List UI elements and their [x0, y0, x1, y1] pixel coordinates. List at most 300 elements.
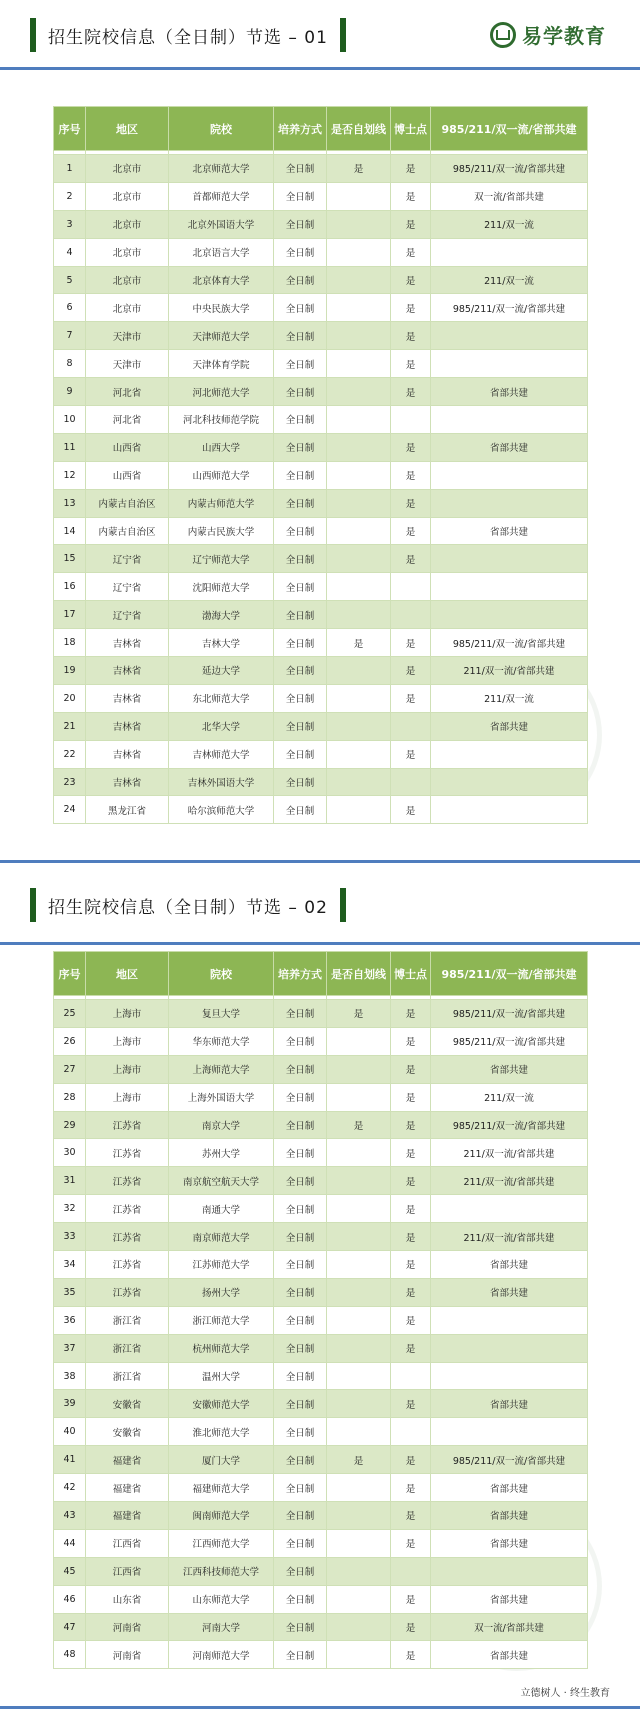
- table-cell: 10: [54, 406, 86, 434]
- table-cell: [327, 684, 391, 712]
- table-cell: 全日制: [274, 796, 327, 824]
- table-cell: 1: [54, 155, 86, 183]
- table-cell: 全日制: [274, 489, 327, 517]
- table-cell: 全日制: [274, 601, 327, 629]
- table-cell: 河南大学: [169, 1613, 274, 1641]
- table-row: [54, 768, 588, 796]
- page-bottom-divider: [0, 1706, 640, 1709]
- table-cell: [327, 1502, 391, 1530]
- table-cell: 河南省: [86, 1641, 169, 1669]
- table-cell: 20: [54, 684, 86, 712]
- table-cell: 全日制: [274, 1055, 327, 1083]
- table-row: [54, 1139, 588, 1167]
- table-cell: 全日制: [274, 322, 327, 350]
- table-cell: 省部共建: [431, 1251, 588, 1279]
- table-cell: 中央民族大学: [169, 294, 274, 322]
- table-cell: [327, 406, 391, 434]
- table-cell: [327, 1529, 391, 1557]
- table-cell: [327, 1641, 391, 1669]
- table-row: [54, 517, 588, 545]
- table-cell: [327, 1223, 391, 1251]
- table-cell: 南京大学: [169, 1111, 274, 1139]
- table-cell: 安徽省: [86, 1418, 169, 1446]
- table-cell: [327, 517, 391, 545]
- table-cell: 天津体育学院: [169, 350, 274, 378]
- table-cell: [327, 1585, 391, 1613]
- table-cell: 全日制: [274, 266, 327, 294]
- table-cell: [327, 210, 391, 238]
- table-cell: [327, 1083, 391, 1111]
- table-header-row: [54, 952, 588, 996]
- table-cell: 40: [54, 1418, 86, 1446]
- table-cell: 是: [391, 1195, 431, 1223]
- table-cell: 全日制: [274, 573, 327, 601]
- table-cell: 河北省: [86, 378, 169, 406]
- table-row: [54, 155, 588, 183]
- table-cell: 北京师范大学: [169, 155, 274, 183]
- table-cell: 12: [54, 461, 86, 489]
- table-cell: 8: [54, 350, 86, 378]
- table-cell: 省部共建: [431, 1641, 588, 1669]
- table-cell: [391, 768, 431, 796]
- table-row: [54, 1195, 588, 1223]
- table-cell: [431, 1418, 588, 1446]
- table-cell: 35: [54, 1278, 86, 1306]
- table-cell: [431, 740, 588, 768]
- table-cell: [391, 1362, 431, 1390]
- table-cell: 山西省: [86, 433, 169, 461]
- table-cell: 江西省: [86, 1557, 169, 1585]
- table-cell: [327, 657, 391, 685]
- table-cell: 是: [327, 1000, 391, 1028]
- table-cell: 是: [391, 1111, 431, 1139]
- table-cell: 全日制: [274, 1195, 327, 1223]
- table-row: [54, 1251, 588, 1279]
- table-cell: 北京市: [86, 294, 169, 322]
- title-accent-bar-right: [340, 888, 346, 922]
- table-cell: 全日制: [274, 1557, 327, 1585]
- table-cell: 全日制: [274, 294, 327, 322]
- table-cell: 48: [54, 1641, 86, 1669]
- table-cell: 双一流/省部共建: [431, 1613, 588, 1641]
- table-cell: 江苏省: [86, 1139, 169, 1167]
- table-row: [54, 1223, 588, 1251]
- table-cell: 18: [54, 629, 86, 657]
- table-cell: 是: [391, 657, 431, 685]
- table-cell: 山西大学: [169, 433, 274, 461]
- table-cell: 是: [391, 1027, 431, 1055]
- table-cell: 山东省: [86, 1585, 169, 1613]
- title-accent-bar-right: [340, 18, 346, 52]
- table-cell: 是: [391, 1334, 431, 1362]
- table-header-row: [54, 107, 588, 151]
- table-cell: 北京市: [86, 266, 169, 294]
- table-cell: 是: [391, 238, 431, 266]
- section-title-bar: [30, 18, 346, 52]
- table-cell: 省部共建: [431, 1529, 588, 1557]
- table-row: [54, 238, 588, 266]
- table-cell: 吉林外国语大学: [169, 768, 274, 796]
- table-cell: 全日制: [274, 768, 327, 796]
- table-cell: [327, 601, 391, 629]
- table-cell: [391, 573, 431, 601]
- table-cell: 是: [391, 489, 431, 517]
- table-cell: 是: [391, 433, 431, 461]
- table-cell: 28: [54, 1083, 86, 1111]
- table-cell: 全日制: [274, 182, 327, 210]
- table-cell: 是: [391, 1278, 431, 1306]
- table-cell: 江西科技师范大学: [169, 1557, 274, 1585]
- table-cell: 省部共建: [431, 1278, 588, 1306]
- table-cell: 211/双一流/省部共建: [431, 1223, 588, 1251]
- table-row: [54, 378, 588, 406]
- table-cell: 是: [391, 629, 431, 657]
- table-row: [54, 545, 588, 573]
- table-body: [54, 151, 588, 824]
- table-cell: 是: [391, 1641, 431, 1669]
- table-cell: 全日制: [274, 433, 327, 461]
- table-cell: 是: [391, 1000, 431, 1028]
- table-cell: [327, 1306, 391, 1334]
- table-cell: 6: [54, 294, 86, 322]
- table-cell: 吉林师范大学: [169, 740, 274, 768]
- table-cell: 温州大学: [169, 1362, 274, 1390]
- table-cell: 是: [391, 545, 431, 573]
- table-cell: 全日制: [274, 1390, 327, 1418]
- section-bottom-divider: [0, 860, 640, 863]
- table-cell: 双一流/省部共建: [431, 182, 588, 210]
- table-cell: 沈阳师范大学: [169, 573, 274, 601]
- table-cell: 是: [391, 517, 431, 545]
- table-row: [54, 1390, 588, 1418]
- table-cell: 江苏省: [86, 1251, 169, 1279]
- table-cell: [431, 1557, 588, 1585]
- table-cell: 全日制: [274, 461, 327, 489]
- table-row: [54, 182, 588, 210]
- table-cell: 9: [54, 378, 86, 406]
- table-cell: 211/双一流: [431, 266, 588, 294]
- table-cell: 是: [391, 1139, 431, 1167]
- table-cell: 天津市: [86, 350, 169, 378]
- table-row: [54, 1585, 588, 1613]
- table-cell: 是: [391, 210, 431, 238]
- book-seal-icon: [490, 22, 516, 48]
- table-cell: 河北省: [86, 406, 169, 434]
- table-cell: 是: [391, 378, 431, 406]
- table-cell: 山东师范大学: [169, 1585, 274, 1613]
- table-cell: 天津市: [86, 322, 169, 350]
- table-cell: 全日制: [274, 1223, 327, 1251]
- table-cell: 全日制: [274, 1446, 327, 1474]
- table-cell: 3: [54, 210, 86, 238]
- table-cell: 全日制: [274, 406, 327, 434]
- table-cell: 吉林省: [86, 768, 169, 796]
- table-cell: 全日制: [274, 1362, 327, 1390]
- table-cell: [431, 601, 588, 629]
- column-header: 是否自划线: [327, 107, 391, 151]
- table-cell: [327, 1167, 391, 1195]
- footer-slogan: 立德树人 · 终生教育: [520, 1688, 610, 1699]
- table-cell: 985/211/双一流/省部共建: [431, 1111, 588, 1139]
- table-row: [54, 1055, 588, 1083]
- table-cell: 是: [391, 294, 431, 322]
- table-cell: 北京体育大学: [169, 266, 274, 294]
- table-cell: 211/双一流: [431, 1083, 588, 1111]
- table-cell: [327, 1418, 391, 1446]
- table-cell: 吉林大学: [169, 629, 274, 657]
- column-header: 地区: [86, 107, 169, 151]
- table-cell: 江苏省: [86, 1223, 169, 1251]
- brand-name: 易学教育: [522, 24, 606, 48]
- table-row: [54, 629, 588, 657]
- table-cell: 福建省: [86, 1502, 169, 1530]
- table-cell: 天津师范大学: [169, 322, 274, 350]
- table-row: [54, 712, 588, 740]
- table-cell: 全日制: [274, 1641, 327, 1669]
- table-cell: [327, 1195, 391, 1223]
- table-row: [54, 573, 588, 601]
- table-cell: [431, 573, 588, 601]
- table-cell: 首都师范大学: [169, 182, 274, 210]
- table-cell: 是: [391, 1306, 431, 1334]
- table-cell: 全日制: [274, 155, 327, 183]
- table-cell: 省部共建: [431, 1474, 588, 1502]
- table-cell: 是: [391, 796, 431, 824]
- table-cell: 内蒙古自治区: [86, 517, 169, 545]
- table-cell: 15: [54, 545, 86, 573]
- table-cell: 江苏省: [86, 1167, 169, 1195]
- table-cell: 全日制: [274, 1167, 327, 1195]
- table-row: [54, 601, 588, 629]
- header-divider: [0, 67, 640, 70]
- table-cell: 是: [391, 1474, 431, 1502]
- table-cell: 南京师范大学: [169, 1223, 274, 1251]
- table-cell: 985/211/双一流/省部共建: [431, 1000, 588, 1028]
- table-cell: 是: [391, 155, 431, 183]
- table-row: [54, 350, 588, 378]
- section-title: 招生院校信息（全日制）节选 – 01: [48, 27, 328, 48]
- table-cell: 47: [54, 1613, 86, 1641]
- table-cell: [327, 768, 391, 796]
- table-cell: 全日制: [274, 1613, 327, 1641]
- table-cell: 省部共建: [431, 1502, 588, 1530]
- table-cell: 5: [54, 266, 86, 294]
- table-cell: 33: [54, 1223, 86, 1251]
- table-cell: 38: [54, 1362, 86, 1390]
- table-cell: 是: [391, 1529, 431, 1557]
- table-cell: 7: [54, 322, 86, 350]
- column-header: 培养方式: [274, 952, 327, 996]
- table-cell: 16: [54, 573, 86, 601]
- table-cell: [327, 182, 391, 210]
- table-cell: 省部共建: [431, 517, 588, 545]
- table-cell: 是: [327, 1111, 391, 1139]
- table-cell: 19: [54, 657, 86, 685]
- table-cell: 13: [54, 489, 86, 517]
- table-cell: 41: [54, 1446, 86, 1474]
- table-cell: 省部共建: [431, 433, 588, 461]
- table-cell: 42: [54, 1474, 86, 1502]
- table-row: [54, 294, 588, 322]
- table-cell: 吉林省: [86, 657, 169, 685]
- table-cell: [327, 350, 391, 378]
- table-cell: [327, 1390, 391, 1418]
- table-cell: [327, 461, 391, 489]
- table-cell: 浙江省: [86, 1362, 169, 1390]
- table-cell: [431, 489, 588, 517]
- table-cell: [327, 545, 391, 573]
- table-row: [54, 740, 588, 768]
- table-cell: 14: [54, 517, 86, 545]
- table-cell: 复旦大学: [169, 1000, 274, 1028]
- table-cell: 985/211/双一流/省部共建: [431, 629, 588, 657]
- table-cell: 36: [54, 1306, 86, 1334]
- table-cell: 哈尔滨师范大学: [169, 796, 274, 824]
- table-cell: 山西省: [86, 461, 169, 489]
- table-cell: [327, 1334, 391, 1362]
- table-cell: [327, 238, 391, 266]
- table-cell: 全日制: [274, 238, 327, 266]
- table-cell: 吉林省: [86, 740, 169, 768]
- table-cell: 是: [327, 155, 391, 183]
- column-header: 序号: [54, 107, 86, 151]
- table-cell: [391, 1418, 431, 1446]
- table-cell: 30: [54, 1139, 86, 1167]
- table-row: [54, 1418, 588, 1446]
- table-cell: 吉林省: [86, 684, 169, 712]
- table-cell: 淮北师范大学: [169, 1418, 274, 1446]
- table-cell: [431, 1362, 588, 1390]
- school-table-2: [53, 951, 588, 1669]
- column-header: 培养方式: [274, 107, 327, 151]
- table-body: [54, 996, 588, 1669]
- table-cell: 省部共建: [431, 1055, 588, 1083]
- table-cell: 上海市: [86, 1055, 169, 1083]
- table-cell: [327, 796, 391, 824]
- table-row: [54, 1502, 588, 1530]
- table-cell: [327, 1474, 391, 1502]
- table-cell: 全日制: [274, 1139, 327, 1167]
- table-cell: 吉林省: [86, 629, 169, 657]
- table-cell: 吉林省: [86, 712, 169, 740]
- column-header: 是否自划线: [327, 952, 391, 996]
- table-cell: [327, 266, 391, 294]
- table-cell: 上海市: [86, 1027, 169, 1055]
- table-cell: 是: [391, 684, 431, 712]
- column-header: 院校: [169, 952, 274, 996]
- table-cell: [431, 350, 588, 378]
- table-cell: 全日制: [274, 517, 327, 545]
- table-cell: 北京外国语大学: [169, 210, 274, 238]
- table-row: [54, 796, 588, 824]
- table-cell: [327, 1557, 391, 1585]
- table-cell: 全日制: [274, 1529, 327, 1557]
- table-cell: 是: [391, 1613, 431, 1641]
- table-cell: [327, 740, 391, 768]
- table-cell: [431, 1334, 588, 1362]
- table-cell: 是: [391, 1083, 431, 1111]
- table-cell: [431, 238, 588, 266]
- table-cell: 南通大学: [169, 1195, 274, 1223]
- table-row: [54, 657, 588, 685]
- table-cell: 全日制: [274, 1502, 327, 1530]
- table-cell: 全日制: [274, 629, 327, 657]
- table-cell: 安徽省: [86, 1390, 169, 1418]
- table-cell: 华东师范大学: [169, 1027, 274, 1055]
- table-row: [54, 489, 588, 517]
- table-cell: [431, 1195, 588, 1223]
- table-cell: 11: [54, 433, 86, 461]
- table-cell: 全日制: [274, 657, 327, 685]
- table-cell: 苏州大学: [169, 1139, 274, 1167]
- table-cell: 河南省: [86, 1613, 169, 1641]
- column-header: 地区: [86, 952, 169, 996]
- table-cell: 江苏师范大学: [169, 1251, 274, 1279]
- table-row: [54, 1641, 588, 1669]
- table-cell: 是: [391, 322, 431, 350]
- table-cell: [431, 461, 588, 489]
- table-cell: 辽宁师范大学: [169, 545, 274, 573]
- table-cell: [327, 1139, 391, 1167]
- table-cell: [327, 1055, 391, 1083]
- table-row: [54, 1446, 588, 1474]
- table-cell: 杭州师范大学: [169, 1334, 274, 1362]
- section-title-bar: [30, 888, 346, 922]
- table-cell: [327, 1251, 391, 1279]
- table-cell: 省部共建: [431, 378, 588, 406]
- table-cell: 是: [327, 1446, 391, 1474]
- table-cell: 985/211/双一流/省部共建: [431, 294, 588, 322]
- table-row: [54, 1557, 588, 1585]
- table-cell: [327, 712, 391, 740]
- table-cell: 浙江省: [86, 1306, 169, 1334]
- table-cell: 全日制: [274, 1027, 327, 1055]
- column-header: 985/211/双一流/省部共建: [431, 952, 588, 996]
- table-cell: 31: [54, 1167, 86, 1195]
- table-cell: 黑龙江省: [86, 796, 169, 824]
- table-row: [54, 1167, 588, 1195]
- table-cell: 39: [54, 1390, 86, 1418]
- table-row: [54, 266, 588, 294]
- table-cell: 全日制: [274, 684, 327, 712]
- section-title: 招生院校信息（全日制）节选 – 02: [48, 897, 328, 918]
- table-cell: 内蒙古民族大学: [169, 517, 274, 545]
- table-cell: 南京航空航天大学: [169, 1167, 274, 1195]
- table-row: [54, 1111, 588, 1139]
- brand-logo: [490, 20, 606, 49]
- table-row: [54, 322, 588, 350]
- table-row: [54, 1529, 588, 1557]
- table-cell: 26: [54, 1027, 86, 1055]
- table-cell: 辽宁省: [86, 573, 169, 601]
- table-cell: 上海市: [86, 1000, 169, 1028]
- table-cell: 全日制: [274, 712, 327, 740]
- table-cell: 江西师范大学: [169, 1529, 274, 1557]
- table-cell: [327, 1613, 391, 1641]
- table-row: [54, 210, 588, 238]
- table-cell: [327, 378, 391, 406]
- table-cell: 福建师范大学: [169, 1474, 274, 1502]
- table-cell: 内蒙古自治区: [86, 489, 169, 517]
- table-cell: [431, 545, 588, 573]
- table-row: [54, 433, 588, 461]
- column-header: 985/211/双一流/省部共建: [431, 107, 588, 151]
- table-cell: [327, 294, 391, 322]
- table-cell: 江西省: [86, 1529, 169, 1557]
- table-cell: 是: [391, 1055, 431, 1083]
- table-cell: 29: [54, 1111, 86, 1139]
- table-row: [54, 1474, 588, 1502]
